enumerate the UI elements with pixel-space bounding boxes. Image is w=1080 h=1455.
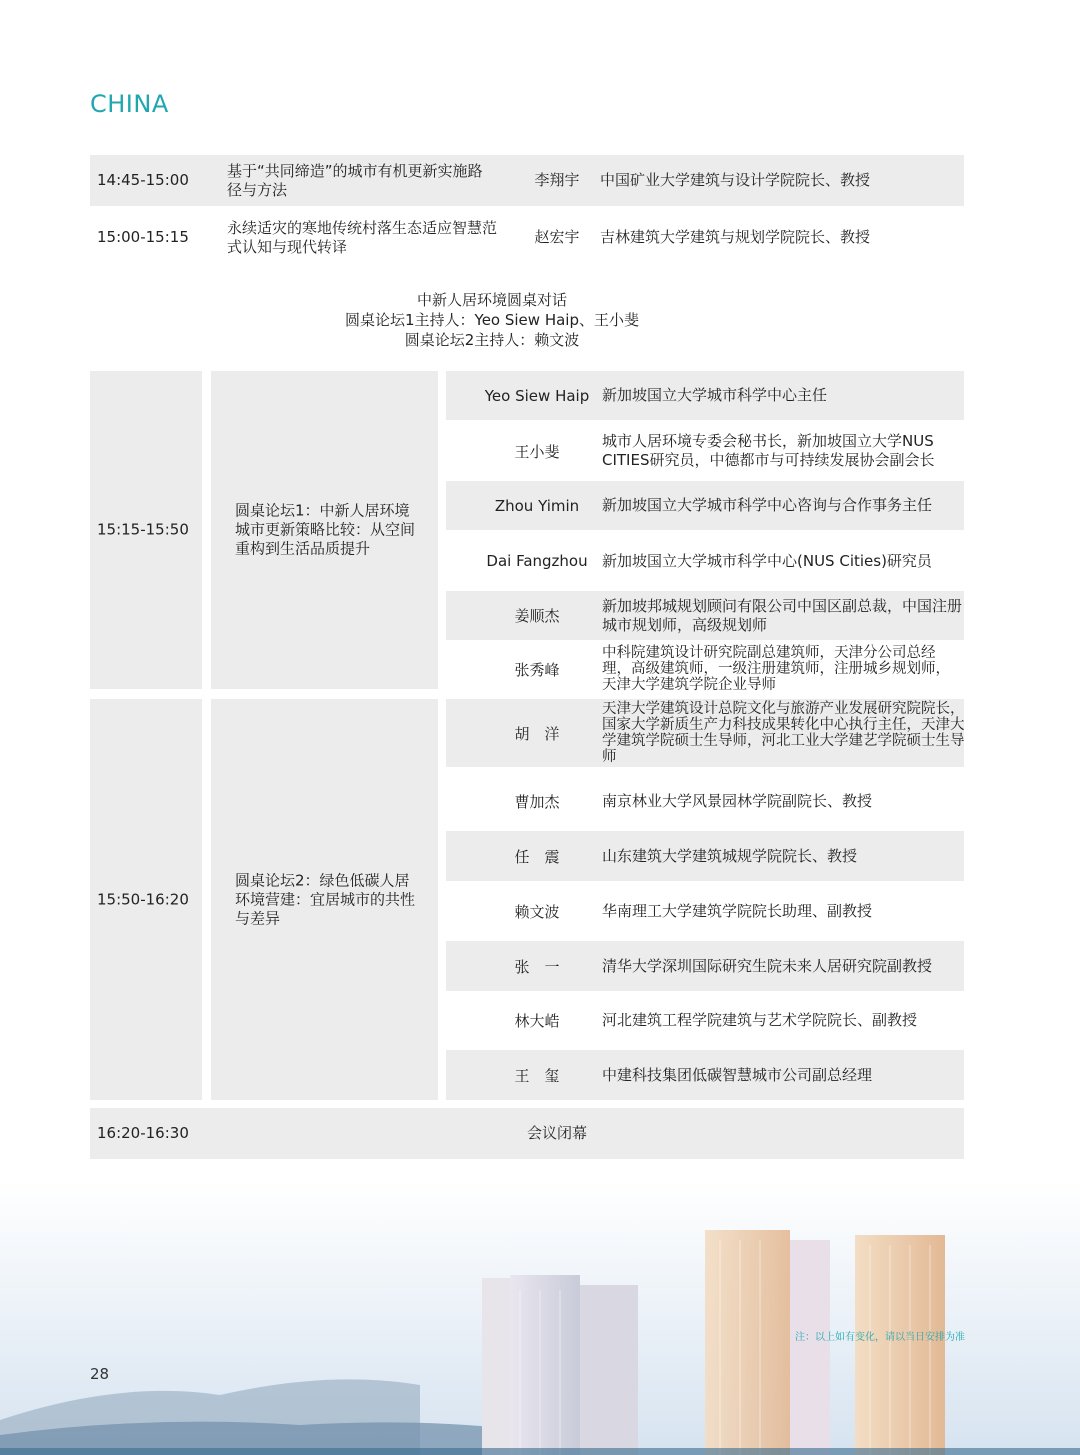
- panelist-row: [446, 886, 964, 936]
- panelist-name: 赖文波: [514, 902, 560, 921]
- session-row: [90, 212, 964, 263]
- session-topic: 基于“共同缔造”的城市有机更新实施路径与方法: [227, 161, 483, 199]
- panelist-row: [446, 996, 964, 1045]
- forum1-topic-cell: [211, 371, 438, 689]
- panelist-affiliation: 中建科技集团低碳智慧城市公司副总经理: [602, 1065, 873, 1084]
- closing-time: 16:20-16:30: [97, 1124, 189, 1142]
- panelist-affiliation: 城市人居环境专委会秘书长，新加坡国立大学NUS CITIES研究员，中德都市与可持续发展协会副会长: [602, 432, 935, 469]
- forum1-time-cell: [90, 371, 202, 689]
- panelist-row: [446, 699, 964, 767]
- speaker-affiliation: 吉林建筑大学建筑与规划学院院长、教授: [600, 228, 871, 246]
- panelist-name: 张秀峰: [514, 660, 560, 679]
- session-topic: 永续适灾的寒地传统村落生态适应智慧范式认知与现代转译: [227, 218, 498, 256]
- roundtable-title: 中新人居环境圆桌对话: [416, 291, 567, 309]
- panelist-name: Yeo Siew Haip: [484, 386, 590, 405]
- forum2-topic-cell: [211, 699, 438, 1100]
- panelist-affiliation: 山东建筑大学建筑城规学院院长、教授: [602, 846, 858, 865]
- panelist-row: [446, 591, 964, 640]
- panelist-affiliation: 河北建筑工程学院建筑与艺术学院院长、副教授: [602, 1011, 918, 1029]
- page-header-title: CHINA: [90, 90, 169, 118]
- page-number: 28: [90, 1365, 110, 1383]
- closing-row: [90, 1108, 964, 1159]
- session-row: [90, 155, 964, 206]
- speaker-name: 赵宏宇: [534, 228, 580, 246]
- panelist-name: Dai Fangzhou: [486, 552, 588, 570]
- session-time: 14:45-15:00: [97, 171, 189, 189]
- roundtable-host-1: 圆桌论坛1主持人：Yeo Siew Haip、王小斐: [344, 311, 639, 329]
- session-time: 15:00-15:15: [97, 228, 189, 246]
- speaker-name: 李翔宇: [534, 171, 580, 189]
- roundtable-heading: [0, 290, 984, 350]
- panelist-affiliation: 天津大学建筑设计总院文化与旅游产业发展研究院院长，国家大学新质生产力科技成果转化中心执行主任，天津大学建筑学院硕士生导师，河北工业大学建艺学院硕士生导师: [602, 701, 965, 765]
- panelist-row: [446, 536, 964, 586]
- panelist-affiliation: 新加坡国立大学城市科学中心(NUS Cities)研究员: [602, 551, 932, 570]
- panelist-row: [446, 777, 964, 826]
- panelist-name: 王小斐: [514, 442, 560, 461]
- panelist-affiliation: 清华大学深圳国际研究生院未来人居研究院副教授: [602, 956, 933, 975]
- panelist-row: [446, 1050, 964, 1100]
- footer-note: 注：以上如有变化，请以当日安排为准: [795, 1332, 965, 1343]
- panelist-name: 任 震: [514, 847, 560, 866]
- panelist-name: Zhou Yimin: [494, 496, 580, 515]
- panelist-name: 张 一: [514, 957, 560, 976]
- panelist-row: [446, 941, 964, 991]
- speaker-affiliation: 中国矿业大学建筑与设计学院院长、教授: [600, 171, 871, 189]
- roundtable-host-2: 圆桌论坛2主持人：赖文波: [404, 331, 580, 349]
- panelist-name: 王 玺: [514, 1066, 560, 1085]
- panelist-affiliation: 新加坡国立大学城市科学中心主任: [602, 386, 828, 404]
- panelist-affiliation: 新加坡邦城规划顾问有限公司中国区副总裁，中国注册城市规划师，高级规划师: [602, 596, 963, 634]
- panelist-name: 胡 洋: [514, 724, 560, 743]
- panelist-name: 姜顺杰: [514, 607, 560, 625]
- panelist-row: [446, 643, 964, 695]
- panelist-affiliation: 华南理工大学建筑学院院长助理、副教授: [602, 901, 873, 920]
- panelist-affiliation: 南京林业大学风景园林学院副院长、教授: [602, 792, 873, 810]
- closing-label: 会议闭幕: [526, 1124, 587, 1142]
- forum2-topic: 圆桌论坛2：绿色低碳人居环境营建：宜居城市的共性与差异: [235, 871, 416, 927]
- panelist-row: [446, 481, 964, 530]
- skyline-illustration: [0, 1180, 1080, 1455]
- panelist-affiliation: 新加坡国立大学城市科学中心咨询与合作事务主任: [602, 496, 933, 514]
- forum2-time: 15:50-16:20: [97, 890, 189, 908]
- forum2-time-cell: [90, 699, 202, 1100]
- panelist-row: [446, 371, 964, 420]
- panelist-name: 林大峼: [514, 1012, 560, 1030]
- panelist-row: [446, 831, 964, 881]
- forum1-time: 15:15-15:50: [97, 520, 189, 539]
- panelist-name: 曹加杰: [514, 793, 560, 811]
- panelist-affiliation: 中科院建筑设计研究院副总建筑师，天津分公司总经理，高级建筑师，一级注册建筑师，注册城乡规划师，天津大学建筑学院企业导师: [602, 645, 950, 693]
- forum1-topic: 圆桌论坛1：中新人居环境城市更新策略比较：从空间重构到生活品质提升: [235, 501, 416, 558]
- panelist-row: [446, 426, 964, 476]
